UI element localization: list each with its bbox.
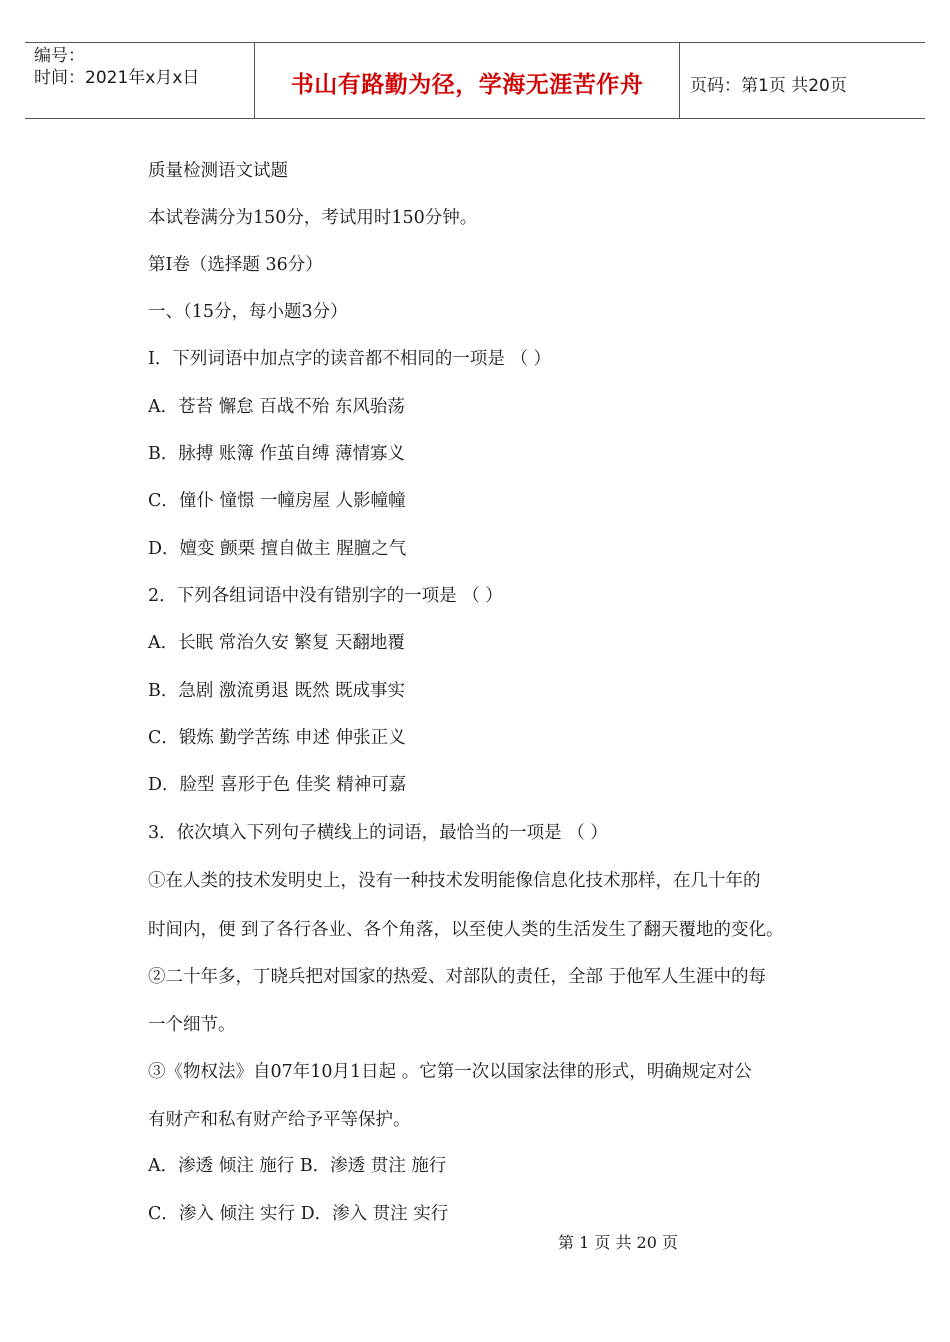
date-label: 时间：2021年x月x日 (34, 68, 200, 88)
question-1-option-c: C．僮仆 憧憬 一幢房屋 人影幢幢 (148, 491, 406, 511)
question-1-stem: I．下列词语中加点字的读音都不相同的一项是 （ ） (148, 349, 552, 369)
question-3-sentence-1-line-1: ①在人类的技术发明史上，没有一种技术发明能像信息化技术那样，在几十年的 (148, 871, 761, 891)
exam-intro: 本试卷满分为150分，考试用时150分钟。 (148, 208, 478, 228)
question-3-options-ab: A．渗透 倾注 施行 B．渗透 贯注 施行 (148, 1156, 447, 1176)
question-1-option-d: D．嬗变 颤栗 擅自做主 腥膻之气 (148, 539, 407, 559)
header-info-cell (25, 43, 254, 118)
question-3-sentence-1-line-2: 时间内，便 到了各行各业、各个角落，以至使人类的生活发生了翻天覆地的变化。 (148, 920, 784, 940)
serial-number-label: 编号： (34, 46, 85, 66)
question-2-option-a: A．长眠 常治久安 繁复 天翻地覆 (148, 633, 405, 653)
question-2-option-b: B．急剧 激流勇退 既然 既成事实 (148, 681, 406, 701)
header-motto-cell (254, 43, 680, 118)
question-1-option-a: A．苍苔 懈怠 百战不殆 东风骀荡 (148, 397, 405, 417)
part-heading: 一、（15分，每小题3分） (148, 302, 348, 322)
question-3-options-cd: C．渗入 倾注 实行 D．渗入 贯注 实行 (148, 1204, 449, 1224)
page-info-label: 页码：第1页 共20页 (690, 76, 847, 96)
page-footer: 第 1 页 共 20 页 (558, 1233, 678, 1252)
section-heading: 第Ⅰ卷（选择题 36分） (148, 255, 323, 275)
motto-text: 书山有路勤为径，学海无涯苦作舟 (290, 72, 644, 98)
question-3-sentence-3-line-1: ③《物权法》自07年10月1日起 。它第一次以国家法律的形式，明确规定对公 (148, 1062, 752, 1082)
question-2-stem: 2．下列各组词语中没有错别字的一项是 （ ） (148, 586, 503, 606)
question-1-option-b: B．脉搏 账簿 作茧自缚 薄情寡义 (148, 444, 406, 464)
question-3-sentence-2-line-2: 一个细节。 (148, 1015, 236, 1035)
header-table (25, 42, 925, 119)
question-3-sentence-3-line-2: 有财产和私有财产给予平等保护。 (148, 1110, 411, 1130)
question-3-stem: 3．依次填入下列句子横线上的词语，最恰当的一项是 （ ） (148, 823, 608, 843)
question-2-option-c: C．锻炼 勤学苦练 申述 伸张正义 (148, 728, 406, 748)
document-title: 质量检测语文试题 (148, 161, 288, 181)
question-2-option-d: D．脸型 喜形于色 佳奖 精神可嘉 (148, 775, 407, 795)
question-3-sentence-2-line-1: ②二十年多，丁晓兵把对国家的热爱、对部队的责任，全部 于他军人生涯中的每 (148, 967, 767, 987)
header-page-cell (680, 43, 925, 118)
